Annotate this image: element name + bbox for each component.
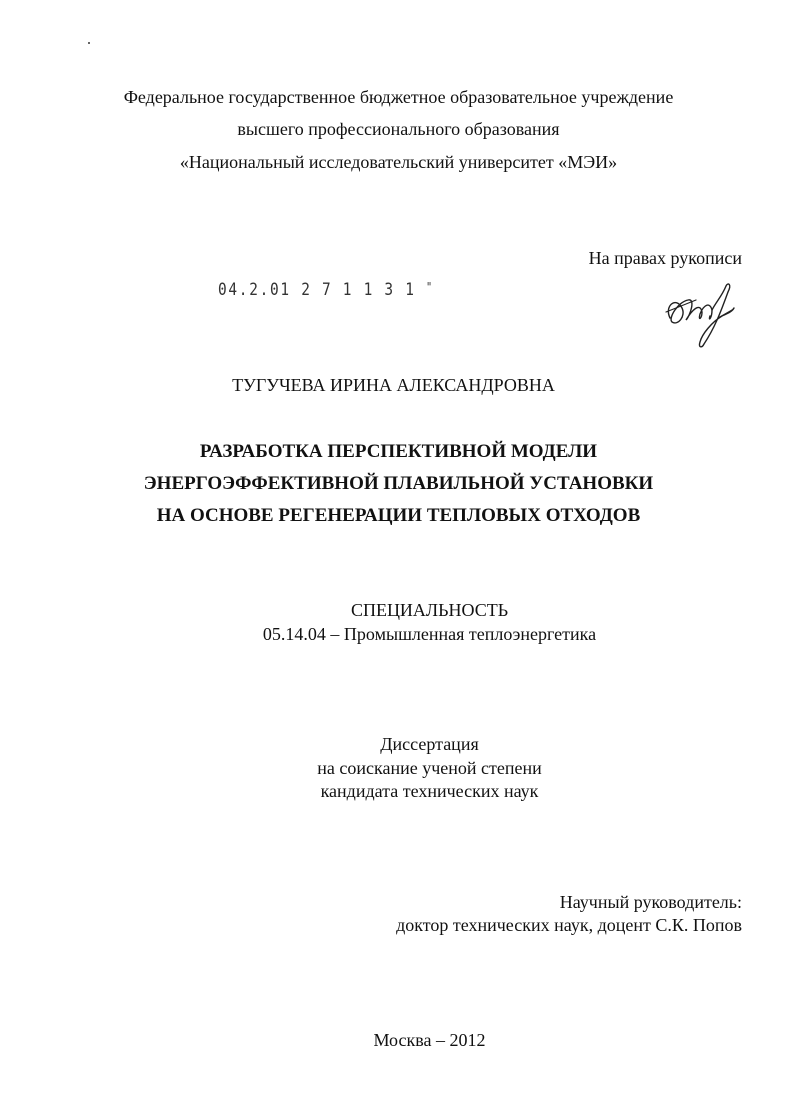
specialty-label: СПЕЦИАЛЬНОСТЬ [350, 600, 509, 620]
author-name: ТУГУЧЕВА ИРИНА АЛЕКСАНДРОВНА [232, 375, 555, 395]
institution-line-1: Федеральное государственное бюджетное образовательное учреждение [123, 87, 674, 107]
supervisor-name: доктор технических наук, доцент С.К. Попов [396, 915, 742, 935]
degree-line-3: кандидата технических наук [320, 781, 539, 801]
city-year: Москва – 2012 [373, 1030, 486, 1050]
thesis-title-line-2: ЭНЕРГОЭФФЕКТИВНОЙ ПЛАВИЛЬНОЙ УСТАНОВКИ [143, 473, 654, 494]
stamp-number: 04.2.01 2 7 1 1 3 1 [218, 280, 426, 300]
specialty-value: 05.14.04 – Промышленная теплоэнергетика [262, 624, 597, 644]
manuscript-note: На правах рукописи [588, 248, 742, 268]
thesis-title-line-3: НА ОСНОВЕ РЕГЕНЕРАЦИИ ТЕПЛОВЫХ ОТХОДОВ [156, 505, 641, 526]
supervisor-label: Научный руководитель: [559, 892, 742, 912]
degree-line-2: на соискание ученой степени [317, 758, 542, 778]
signature-icon [656, 278, 740, 350]
scan-speck [88, 42, 90, 44]
thesis-title-line-1: РАЗРАБОТКА ПЕРСПЕКТИВНОЙ МОДЕЛИ [199, 441, 598, 462]
institution-line-2: высшего профессионального образования [237, 119, 560, 139]
registration-stamp: 04.2.01 2 7 1 1 3 1 " [218, 280, 434, 300]
degree-line-1: Диссертация [380, 734, 479, 754]
institution-line-3: «Национальный исследовательский университет «МЭИ» [179, 152, 618, 172]
